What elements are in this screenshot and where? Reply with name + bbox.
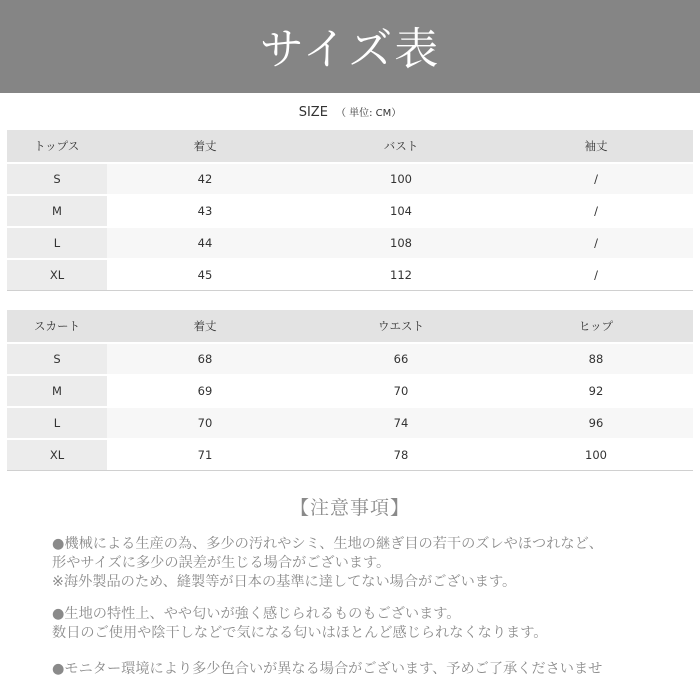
header-cell: 着丈 [107, 130, 303, 163]
table-row [7, 375, 693, 407]
size-cell: L [7, 227, 107, 259]
header-cell: ヒップ [499, 310, 693, 343]
table-header-row [7, 130, 693, 163]
table-cell: 66 [303, 343, 499, 375]
notes-heading: 【注意事項】 [289, 497, 410, 519]
unit-label: （ 単位: CM） [335, 108, 402, 119]
table-cell: / [499, 227, 693, 259]
table-cell: 92 [499, 375, 693, 407]
table-cell: 70 [303, 375, 499, 407]
table-cell: 42 [107, 163, 303, 195]
tops-size-table [7, 130, 693, 291]
note-block [52, 605, 692, 643]
table-cell: 100 [499, 439, 693, 471]
size-cell: M [7, 375, 107, 407]
table-cell: 45 [107, 259, 303, 291]
header-cell: 着丈 [107, 310, 303, 343]
table-cell: / [499, 195, 693, 227]
size-cell: M [7, 195, 107, 227]
note-block [52, 660, 692, 679]
size-caption [0, 104, 700, 120]
header-cell: バスト [303, 130, 499, 163]
size-cell: S [7, 343, 107, 375]
table-row [7, 439, 693, 471]
note-line: ●モニター環境により多少色合いが異なる場合がございます、予めご了承くださいませ [52, 661, 603, 677]
table-row [7, 227, 693, 259]
table-row [7, 195, 693, 227]
table-cell: 71 [107, 439, 303, 471]
table-row [7, 407, 693, 439]
table-cell: 68 [107, 343, 303, 375]
note-line: 形やサイズに多少の誤差が生じる場合がございます。 [52, 555, 391, 571]
size-cell: S [7, 163, 107, 195]
table-cell: 70 [107, 407, 303, 439]
header-cell: ウエスト [303, 310, 499, 343]
note-line: ●生地の特性上、やや匂いが強く感じられるものもございます。 [52, 606, 461, 622]
size-label: SIZE [298, 105, 328, 120]
table-cell: 104 [303, 195, 499, 227]
table-cell: 112 [303, 259, 499, 291]
note-block [52, 535, 692, 592]
table-cell: / [499, 163, 693, 195]
table-row [7, 163, 693, 195]
table-row [7, 259, 693, 291]
size-cell: XL [7, 439, 107, 471]
table-cell: 100 [303, 163, 499, 195]
title-banner [0, 0, 700, 93]
header-cell: トップス [7, 130, 107, 163]
table-cell: 88 [499, 343, 693, 375]
table-cell: 96 [499, 407, 693, 439]
header-cell: 袖丈 [499, 130, 693, 163]
note-line: ※海外製品のため、縫製等が日本の基準に達してない場合がございます。 [52, 574, 517, 590]
skirt-size-table [7, 310, 693, 471]
note-line: 数日のご使用や陰干しなどで気になる匂いはほとんど感じられなくなります。 [52, 625, 548, 641]
table-cell: 44 [107, 227, 303, 259]
header-cell: スカート [7, 310, 107, 343]
table-cell: 74 [303, 407, 499, 439]
table-cell: / [499, 259, 693, 291]
table-cell: 69 [107, 375, 303, 407]
table-cell: 43 [107, 195, 303, 227]
table-header-row [7, 310, 693, 343]
note-line: ●機械による生産の為、多少の汚れやシミ、生地の継ぎ目の若干のズレやほつれなど、 [52, 536, 603, 552]
size-cell: L [7, 407, 107, 439]
size-cell: XL [7, 259, 107, 291]
table-cell: 78 [303, 439, 499, 471]
table-cell: 108 [303, 227, 499, 259]
table-row [7, 343, 693, 375]
page-title: サイズ表 [259, 23, 441, 75]
